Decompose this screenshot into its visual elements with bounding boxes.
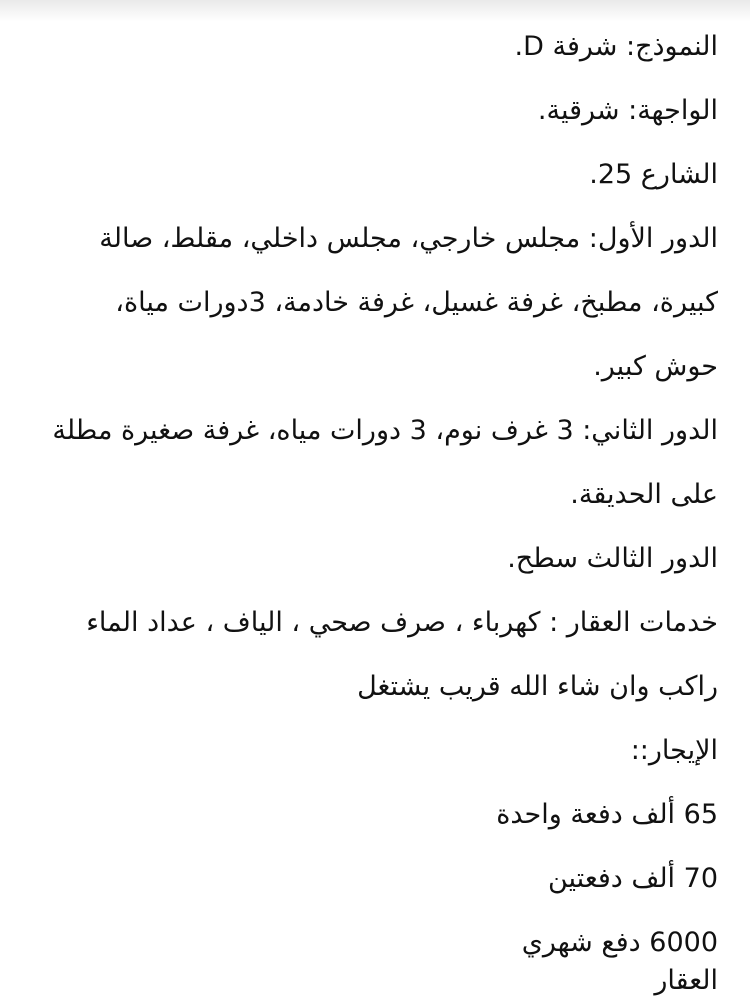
cut-off-text-line: العقار — [654, 965, 718, 996]
services-line-1: خدمات العقار : كهرباء ، صرف صحي ، الياف ، عداد الماء — [86, 607, 718, 638]
first-floor-line-3: حوش كبير. — [593, 351, 718, 382]
rent-option-two-payments: 70 ألف دفعتين — [547, 863, 718, 894]
street-line: الشارع 25. — [589, 159, 718, 190]
top-edge-shadow — [0, 0, 750, 22]
second-floor-line-2: على الحديقة. — [570, 479, 718, 510]
facade-line: الواجهة: شرقية. — [537, 95, 718, 126]
services-line-2: راكب وان شاء الله قريب يشتغل — [357, 671, 718, 702]
rent-heading: الإيجار:: — [630, 735, 718, 766]
first-floor-line-2: كبيرة، مطبخ، غرفة غسيل، غرفة خادمة، 3دورات مياة، — [115, 287, 718, 318]
first-floor-line-1: الدور الأول: مجلس خارجي، مجلس داخلي، مقلط، صالة — [99, 223, 718, 254]
model-line: النموذج: شرفة D. — [514, 31, 718, 62]
rent-option-one-payment: 65 ألف دفعة واحدة — [496, 799, 718, 830]
third-floor-line: الدور الثالث سطح. — [507, 543, 718, 574]
second-floor-line-1: الدور الثاني: 3 غرف نوم، 3 دورات مياه، غرفة صغيرة مطلة — [52, 415, 718, 446]
listing-text — [30, 22, 718, 996]
rent-option-monthly: 6000 دفع شهري — [521, 927, 718, 958]
